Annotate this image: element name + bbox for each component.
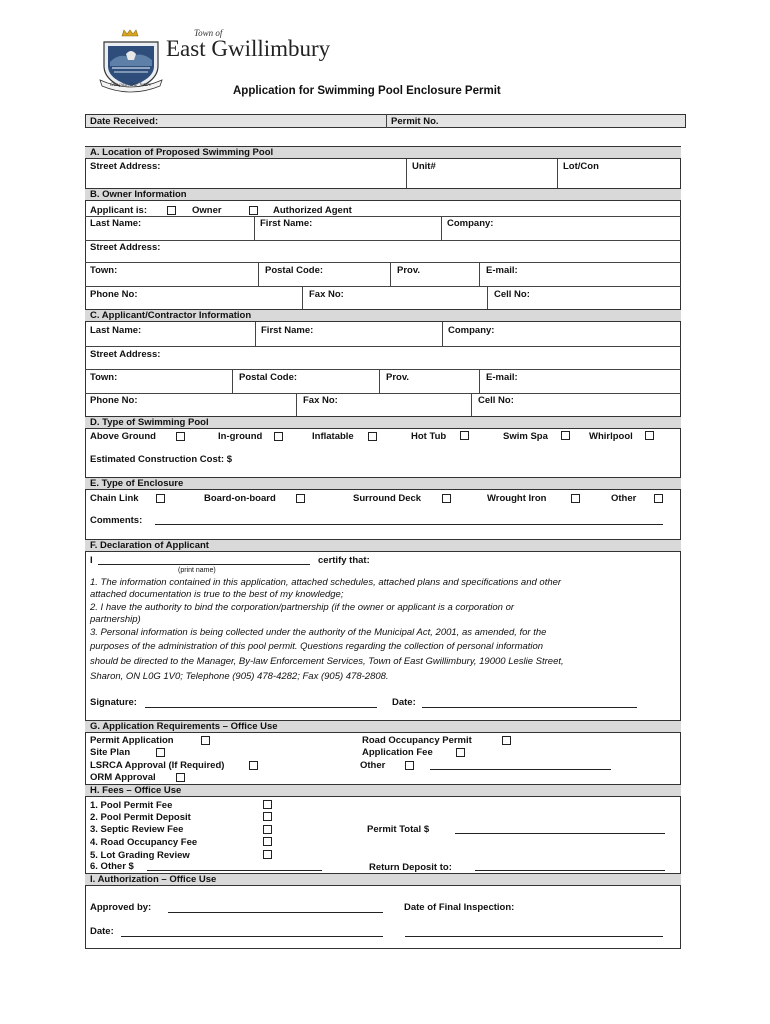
f-certify-label: certify that:	[318, 555, 370, 566]
section-h-header: H. Fees – Office Use	[85, 784, 681, 797]
f-line-3: 2. I have the authority to bind the corporation/partnership (if the owner or applicant is a corporation or	[90, 602, 515, 613]
section-e-header: E. Type of Enclosure	[85, 477, 681, 490]
g-fee-label: Application Fee	[362, 747, 433, 758]
f-line-2: attached documentation is true to the best of my knowledge;	[90, 589, 344, 600]
h-total-label: Permit Total $	[367, 824, 430, 835]
h-fee-1: 1. Pool Permit Fee	[90, 800, 173, 811]
i-date-label: Date:	[90, 926, 114, 937]
f-line-5: 3. Personal information is being collected under the authority of the Municipal Act, 2001, as amended, for the	[90, 627, 547, 638]
e-chain-label: Chain Link	[90, 493, 139, 504]
other-fee-line[interactable]	[147, 870, 322, 871]
h-return-label: Return Deposit to:	[369, 862, 452, 873]
authorization-date-line[interactable]	[121, 936, 383, 937]
g-site-label: Site Plan	[90, 747, 131, 758]
pool-permit-deposit-checkbox[interactable]	[263, 812, 272, 821]
permit-application-checkbox[interactable]	[201, 736, 210, 745]
f-date-label: Date:	[392, 697, 416, 708]
e-surround-label: Surround Deck	[353, 493, 422, 504]
a-lotcon-label: Lot/Con	[563, 161, 599, 172]
g-permit-app-label: Permit Application	[90, 735, 174, 746]
c-town-label: Town:	[90, 372, 118, 383]
c-postal-label: Postal Code:	[239, 372, 298, 383]
comments-line[interactable]	[155, 524, 663, 525]
chain-link-checkbox[interactable]	[156, 494, 165, 503]
b-owner-label: Owner	[192, 205, 222, 216]
orm-checkbox[interactable]	[176, 773, 185, 782]
b-last-label: Last Name:	[90, 218, 142, 229]
c-email-label: E-mail:	[486, 372, 518, 383]
c-prov-label: Prov.	[386, 372, 410, 383]
section-f-header: F. Declaration of Applicant	[85, 539, 681, 552]
h-fee-5: 5. Lot Grading Review	[90, 850, 190, 861]
b-prov-label: Prov.	[397, 265, 421, 276]
final-inspection-line[interactable]	[405, 936, 663, 937]
b-agent-label: Authorized Agent	[273, 205, 352, 216]
b-applicant-is: Applicant is:	[90, 205, 148, 216]
e-comments-label: Comments:	[90, 515, 143, 526]
return-deposit-line[interactable]	[475, 870, 665, 871]
a-unit-label: Unit#	[412, 161, 436, 172]
d-hottub-label: Hot Tub	[411, 431, 447, 442]
d-whirlpool-label: Whirlpool	[589, 431, 633, 442]
b-town-label: Town:	[90, 265, 118, 276]
b-email-label: E-mail:	[486, 265, 518, 276]
c-first-label: First Name:	[261, 325, 314, 336]
wrought-iron-checkbox[interactable]	[571, 494, 580, 503]
f-line-7: should be directed to the Manager, By-law Enforcement Services, Town of East Gwillimbury, 19000 Leslie Street,	[90, 656, 564, 667]
permit-no-label: Permit No.	[391, 116, 439, 127]
d-cost-label: Estimated Construction Cost: $	[90, 454, 232, 465]
g-lsrca-label: LSRCA Approval (If Required)	[90, 760, 225, 771]
i-final-label: Date of Final Inspection:	[404, 902, 515, 913]
b-street-label: Street Address:	[90, 242, 161, 253]
b-cell-label: Cell No:	[494, 289, 530, 300]
inflatable-checkbox[interactable]	[368, 432, 377, 441]
section-g-header: G. Application Requirements – Office Use	[85, 720, 681, 733]
lsrca-checkbox[interactable]	[249, 761, 258, 770]
d-above-label: Above Ground	[90, 431, 156, 442]
owner-checkbox[interactable]	[167, 206, 176, 215]
h-fee-3: 3. Septic Review Fee	[90, 824, 184, 835]
c-company-label: Company:	[448, 325, 495, 336]
septic-review-checkbox[interactable]	[263, 825, 272, 834]
e-wrought-label: Wrought Iron	[487, 493, 547, 504]
d-inground-label: In-ground	[218, 431, 263, 442]
swim-spa-checkbox[interactable]	[561, 431, 570, 440]
f-line-8: Sharon, ON L0G 1V0; Telephone (905) 478-4282; Fax (905) 478-2808.	[90, 671, 389, 682]
page-title: Application for Swimming Pool Enclosure Permit	[233, 85, 501, 97]
print-name-line[interactable]	[98, 564, 310, 565]
whirlpool-checkbox[interactable]	[645, 431, 654, 440]
agent-checkbox[interactable]	[249, 206, 258, 215]
e-other-label: Other	[611, 493, 637, 504]
signature-line[interactable]	[145, 707, 377, 708]
d-swimspa-label: Swim Spa	[503, 431, 548, 442]
b-fax-label: Fax No:	[309, 289, 344, 300]
site-plan-checkbox[interactable]	[156, 748, 165, 757]
inground-checkbox[interactable]	[274, 432, 283, 441]
f-print-name-note: (print name)	[178, 567, 216, 574]
above-ground-checkbox[interactable]	[176, 432, 185, 441]
logo-town-of: Town of	[194, 28, 223, 38]
section-b-header: B. Owner Information	[85, 188, 681, 201]
f-line-1: 1. The information contained in this application, attached schedules, attached plans and specifications and other	[90, 577, 562, 588]
logo-motto: Our past, Our future	[110, 83, 152, 88]
g-road-label: Road Occupancy Permit	[362, 735, 472, 746]
c-street-label: Street Address:	[90, 349, 161, 360]
date-received-label: Date Received:	[90, 116, 159, 127]
g-other-label: Other	[360, 760, 386, 771]
b-phone-label: Phone No:	[90, 289, 138, 300]
section-c-header: C. Applicant/Contractor Information	[85, 309, 681, 322]
h-fee-4: 4. Road Occupancy Fee	[90, 837, 198, 848]
logo-town-name: East Gwillimbury	[166, 36, 331, 61]
c-last-label: Last Name:	[90, 325, 142, 336]
surround-deck-checkbox[interactable]	[442, 494, 451, 503]
road-occupancy-fee-checkbox[interactable]	[263, 837, 272, 846]
b-company-label: Company:	[447, 218, 494, 229]
b-first-label: First Name:	[260, 218, 313, 229]
enclosure-other-checkbox[interactable]	[654, 494, 663, 503]
requirements-other-checkbox[interactable]	[405, 761, 414, 770]
d-inflatable-label: Inflatable	[312, 431, 354, 442]
g-orm-label: ORM Approval	[90, 772, 156, 783]
h-fee-6: 6. Other $	[90, 861, 134, 872]
f-line-4: partnership)	[90, 614, 141, 625]
h-fee-2: 2. Pool Permit Deposit	[90, 812, 191, 823]
c-cell-label: Cell No:	[478, 395, 514, 406]
requirements-other-line[interactable]	[430, 769, 611, 770]
a-street-label: Street Address:	[90, 161, 161, 172]
f-line-6: purposes of the administration of this pool permit. Questions regarding the collection of personal information	[90, 641, 544, 652]
b-postal-label: Postal Code:	[265, 265, 324, 276]
section-i-header: I. Authorization – Office Use	[85, 873, 681, 886]
permit-total-line[interactable]	[455, 833, 665, 834]
board-on-board-checkbox[interactable]	[296, 494, 305, 503]
c-phone-label: Phone No:	[90, 395, 138, 406]
pool-permit-fee-checkbox[interactable]	[263, 800, 272, 809]
f-signature-label: Signature:	[90, 697, 137, 708]
application-fee-checkbox[interactable]	[456, 748, 465, 757]
road-occupancy-checkbox[interactable]	[502, 736, 511, 745]
f-i-label: I	[90, 555, 93, 566]
section-d-header: D. Type of Swimming Pool	[85, 416, 681, 429]
e-board-label: Board-on-board	[204, 493, 276, 504]
section-a-header: A. Location of Proposed Swimming Pool	[85, 146, 681, 159]
i-approved-label: Approved by:	[90, 902, 152, 913]
c-fax-label: Fax No:	[303, 395, 338, 406]
declaration-date-line[interactable]	[422, 707, 637, 708]
hot-tub-checkbox[interactable]	[460, 431, 469, 440]
approved-by-line[interactable]	[168, 912, 383, 913]
lot-grading-checkbox[interactable]	[263, 850, 272, 859]
